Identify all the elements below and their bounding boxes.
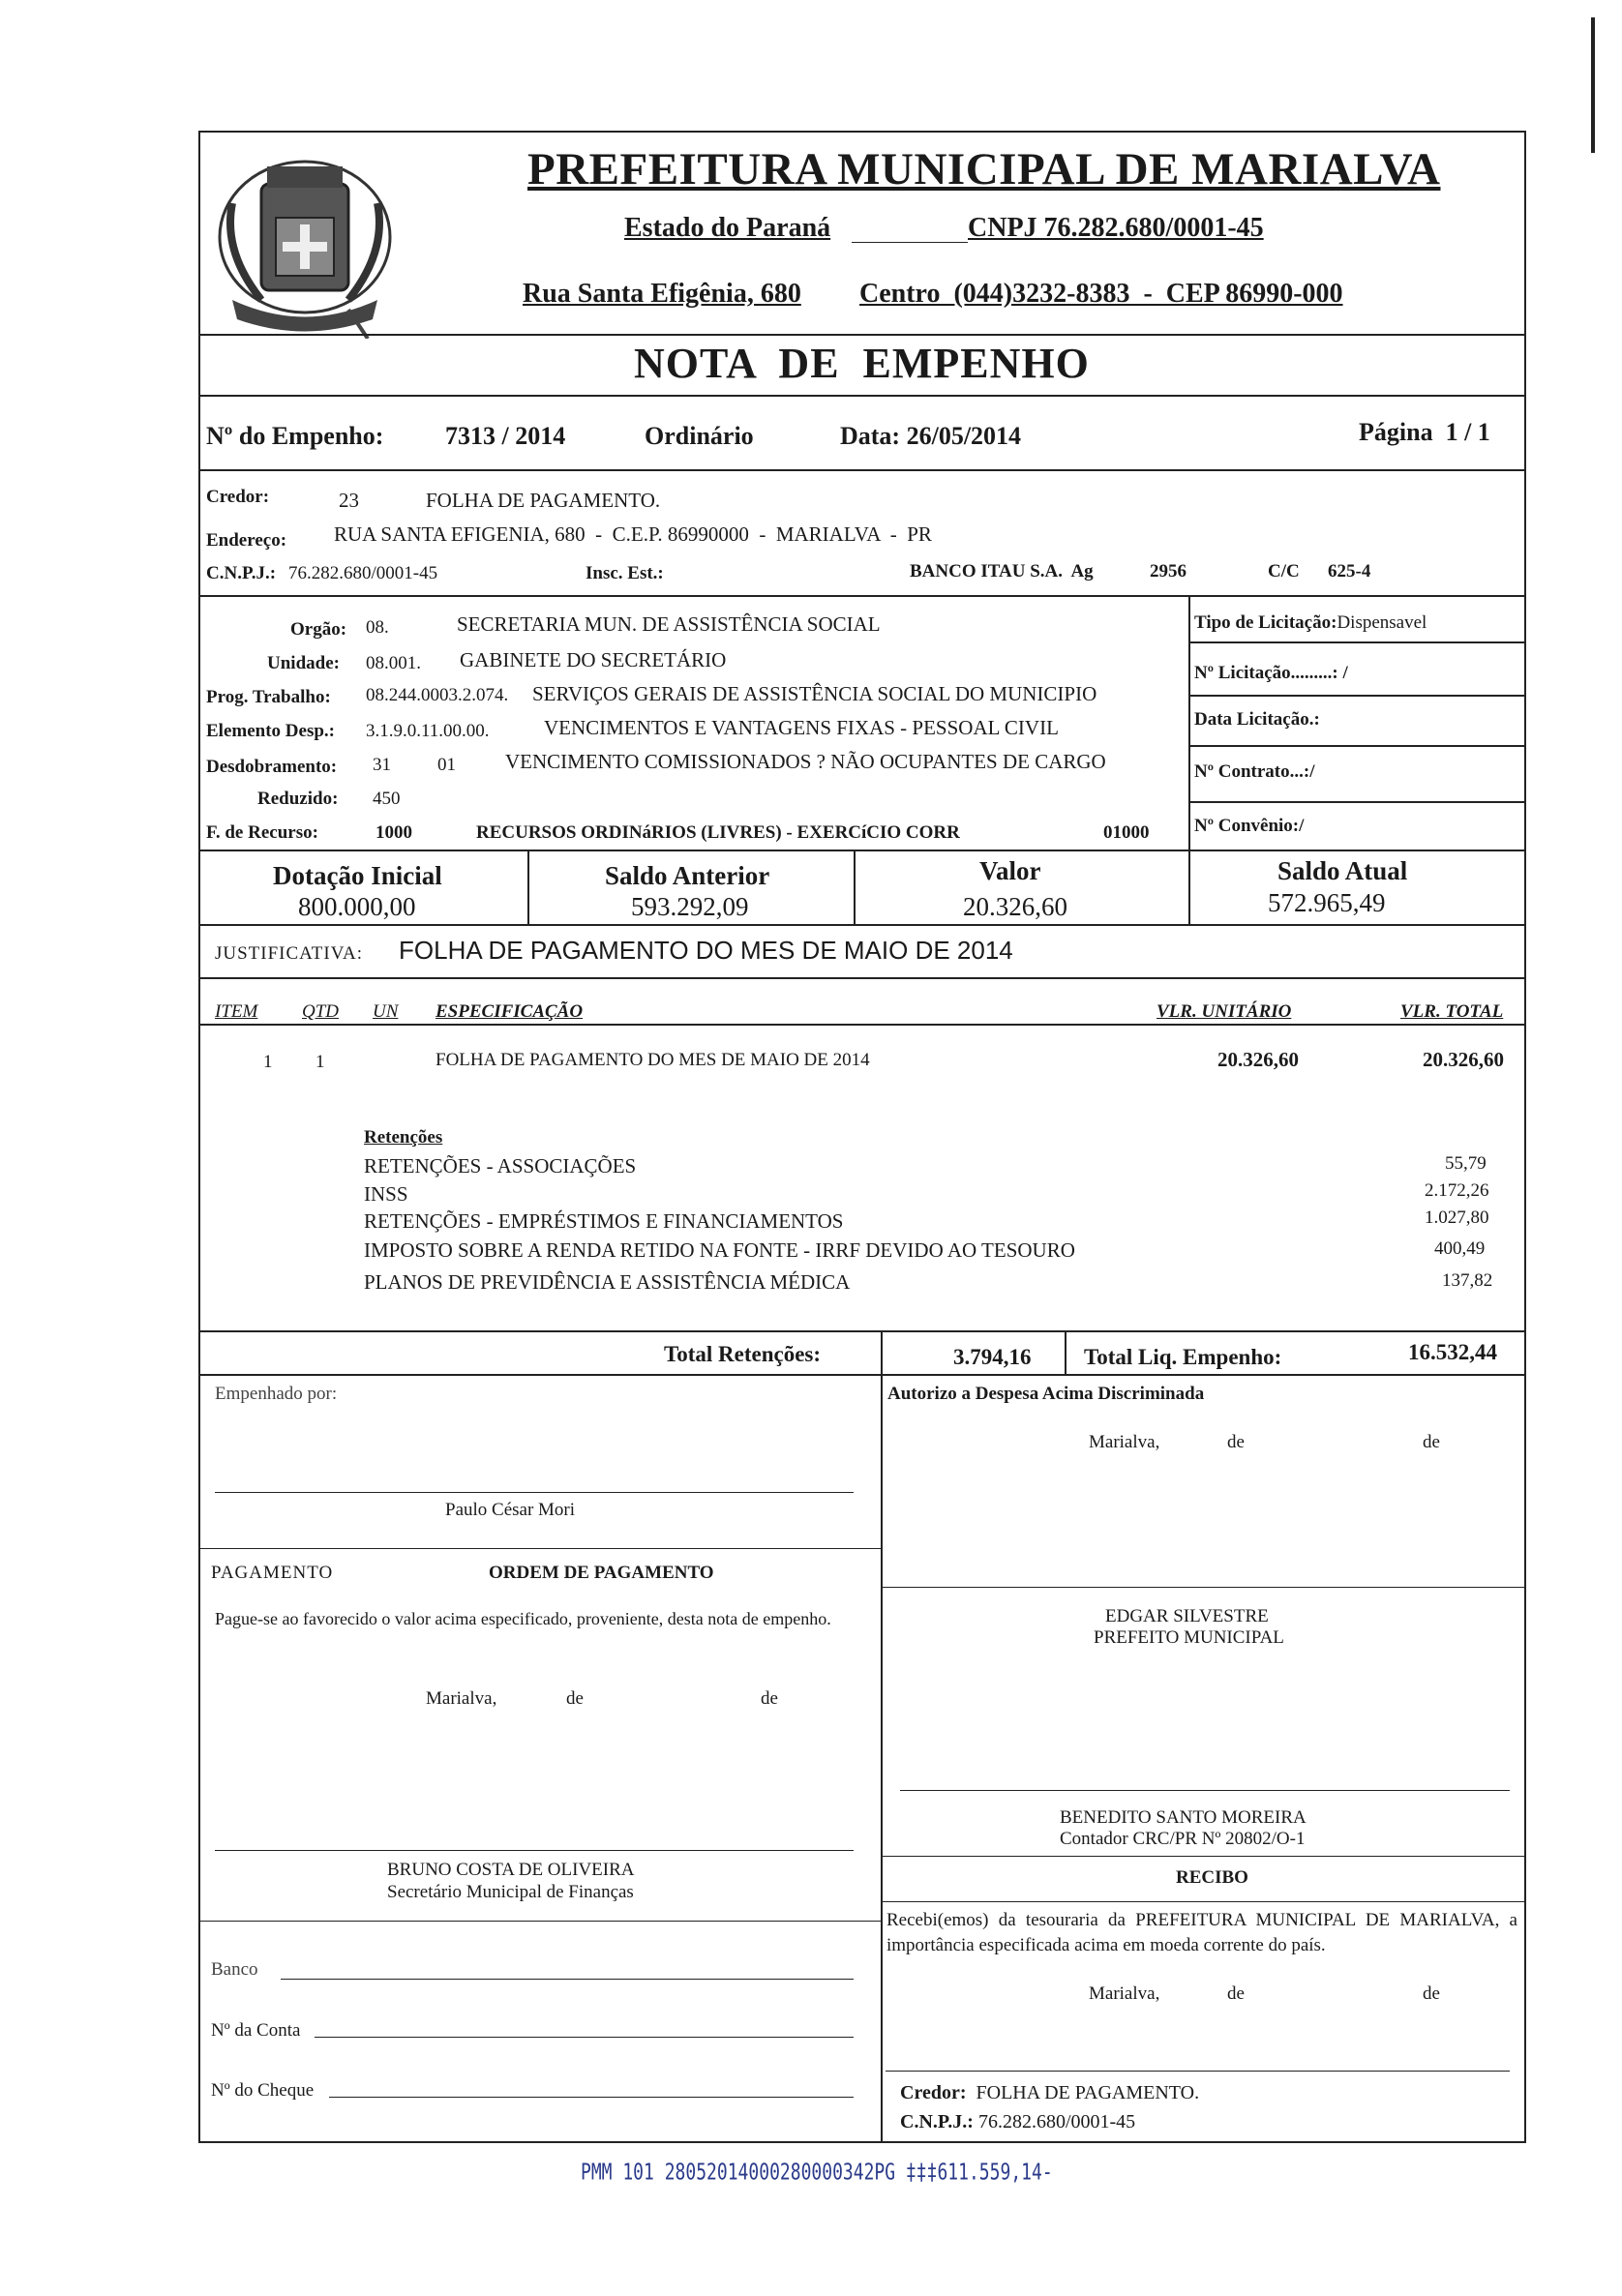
elemento-label: Elemento Desp.: xyxy=(206,721,335,741)
autorizo-de: de xyxy=(1227,1432,1245,1452)
conta-field-line xyxy=(315,2037,854,2038)
credor-name: FOLHA DE PAGAMENTO. xyxy=(426,489,661,512)
item-qtd: 1 xyxy=(315,1052,325,1072)
pagamento-label: PAGAMENTO xyxy=(211,1563,334,1583)
col-especificacao: ESPECIFICAÇÃO xyxy=(436,1001,584,1022)
orgao-code: 08. xyxy=(366,617,389,638)
signature-line xyxy=(215,1492,854,1493)
empenho-date: Data: 26/05/2014 xyxy=(840,422,1022,450)
credor-code: 23 xyxy=(339,489,359,512)
convenio-number: Nº Convênio:/ xyxy=(1194,816,1305,836)
retencao-label: PLANOS DE PREVIDÊNCIA E ASSISTÊNCIA MÉDICA xyxy=(364,1270,851,1294)
cheque-field-line xyxy=(329,2097,854,2098)
unidade-code: 08.001. xyxy=(366,653,421,673)
reduzido-label: Reduzido: xyxy=(257,789,339,809)
signature-line xyxy=(215,1850,854,1851)
credor-address: RUA SANTA EFIGENIA, 680 - C.E.P. 86990000 - MARIALVA - PR xyxy=(334,522,932,546)
retencao-label: RETENÇÕES - ASSOCIAÇÕES xyxy=(364,1154,637,1178)
unidade-name: GABINETE DO SECRETÁRIO xyxy=(460,648,727,671)
recurso-sub: 01000 xyxy=(1103,822,1150,843)
item-total-value: 20.326,60 xyxy=(1423,1048,1504,1071)
col-vlr-total: VLR. TOTAL xyxy=(1400,1001,1504,1022)
contrato-number: Nº Contrato...:/ xyxy=(1194,761,1315,782)
recibo-credor-label: Credor: xyxy=(900,2082,967,2103)
secretario-title: Secretário Municipal de Finanças xyxy=(387,1882,634,1902)
retencao-value: 55,79 xyxy=(1445,1153,1487,1174)
col-un: UN xyxy=(373,1001,399,1022)
ordem-pagamento-title: ORDEM DE PAGAMENTO xyxy=(489,1563,714,1583)
autorizo-city: Marialva, xyxy=(1089,1432,1160,1452)
document-title: NOTA DE EMPENHO xyxy=(634,340,1090,387)
conta-label: Nº da Conta xyxy=(211,2020,301,2041)
empenhado-por-label: Empenhado por: xyxy=(215,1384,338,1404)
valor-label: Valor xyxy=(979,856,1041,885)
secretario-name: BRUNO COSTA DE OLIVEIRA xyxy=(387,1860,635,1880)
retencao-label: IMPOSTO SOBRE A RENDA RETIDO NA FONTE - IRRF DEVIDO AO TESOURO xyxy=(364,1238,1075,1262)
totals-divider xyxy=(1065,1330,1066,1374)
pague-se-text: Pague-se ao favorecido o valor acima especificado, proveniente, desta nota de empenho. xyxy=(215,1609,831,1628)
autorizo-de: de xyxy=(1423,1432,1440,1452)
col-vlr-unitario: VLR. UNITÁRIO xyxy=(1156,1001,1292,1022)
retencao-value: 137,82 xyxy=(1442,1270,1493,1291)
saldo-divider xyxy=(1188,850,1190,925)
licitacao-data: Data Licitação.: xyxy=(1194,709,1320,730)
recibo-cnpj-label: C.N.P.J.: xyxy=(900,2111,974,2132)
divider xyxy=(198,334,1526,336)
divider xyxy=(198,1374,1526,1376)
recibo-cnpj xyxy=(900,2111,1135,2133)
elemento-name: VENCIMENTOS E VANTAGENS FIXAS - PESSOAL CIVIL xyxy=(544,716,1059,739)
desdobramento-sub: 01 xyxy=(437,755,456,775)
cc-number: 625-4 xyxy=(1328,561,1371,581)
item-description: FOLHA DE PAGAMENTO DO MES DE MAIO DE 2014 xyxy=(436,1050,870,1070)
recurso-label: F. de Recurso: xyxy=(206,822,318,843)
divider xyxy=(1188,695,1526,697)
licitacao-tipo-value: Dispensavel xyxy=(1337,612,1427,633)
contador-title: Contador CRC/PR Nº 20802/O-1 xyxy=(1060,1829,1306,1849)
cc-label: C/C xyxy=(1268,561,1300,581)
reduzido-value: 450 xyxy=(373,789,401,809)
licitacao-tipo xyxy=(1194,612,1427,634)
pagamento-de: de xyxy=(566,1688,584,1709)
credor-cnpj: 76.282.680/0001-45 xyxy=(288,563,438,583)
divider xyxy=(198,595,1526,597)
dotacao-inicial-value: 800.000,00 xyxy=(298,892,416,921)
divider xyxy=(1188,745,1526,747)
total-liquido-label: Total Liq. Empenho: xyxy=(1084,1345,1282,1369)
retencao-value: 2.172,26 xyxy=(1425,1180,1489,1201)
header-district-phone: Centro (044)3232-8383 - CEP 86990-000 xyxy=(859,279,1343,309)
coat-of-arms-logo xyxy=(203,145,406,339)
divider xyxy=(198,850,1526,851)
item-unit-value: 20.326,60 xyxy=(1217,1048,1299,1071)
saldo-atual-value: 572.965,49 xyxy=(1268,888,1386,917)
justificativa-text: FOLHA DE PAGAMENTO DO MES DE MAIO DE 2014 xyxy=(399,936,1013,965)
orgao-label: Orgão: xyxy=(290,619,347,640)
bank-name: BANCO ITAU S.A. Ag xyxy=(910,561,1094,581)
dotacao-inicial-label: Dotação Inicial xyxy=(273,861,442,890)
divider xyxy=(198,924,1526,926)
header-title: PREFEITURA MUNICIPAL DE MARIALVA xyxy=(527,144,1441,194)
page-number: Página 1 / 1 xyxy=(1359,418,1490,446)
insc-est-label: Insc. Est.: xyxy=(586,563,664,583)
prog-label: Prog. Trabalho: xyxy=(206,687,331,707)
pagamento-de: de xyxy=(761,1688,778,1709)
total-liquido-value: 16.532,44 xyxy=(1408,1340,1497,1364)
saldo-atual-label: Saldo Atual xyxy=(1277,856,1408,885)
totals-divider xyxy=(881,1330,883,1374)
col-item: ITEM xyxy=(215,1001,258,1022)
divider xyxy=(1188,641,1526,643)
licitacao-tipo-label: Tipo de Licitação: xyxy=(1194,612,1337,633)
licitacao-numero: Nº Licitação.........: / xyxy=(1194,663,1348,683)
bank-agency: 2956 xyxy=(1150,561,1186,581)
divider xyxy=(1188,801,1526,803)
divider xyxy=(198,469,1526,471)
scan-edge xyxy=(1591,17,1595,153)
empenho-label: Nº do Empenho: xyxy=(206,422,384,450)
recibo-city: Marialva, xyxy=(1089,1983,1160,2004)
desdobramento-label: Desdobramento: xyxy=(206,757,338,777)
divider xyxy=(881,1587,1526,1588)
empenho-type: Ordinário xyxy=(645,422,754,450)
items-header-line xyxy=(198,1024,1526,1026)
barcode-text: PMM 101 28052014000280000342PG ‡‡‡611.559,14- xyxy=(581,2159,1053,2187)
prefeito-title: PREFEITO MUNICIPAL xyxy=(1094,1627,1284,1648)
total-retencoes-label: Total Retenções: xyxy=(664,1342,822,1366)
recibo-de: de xyxy=(1423,1983,1440,2004)
empenho-number: 7313 / 2014 xyxy=(445,422,566,450)
retencao-label: INSS xyxy=(364,1182,408,1206)
desdobramento-name: VENCIMENTO COMISSIONADOS ? NÃO OCUPANTES DE CARGO xyxy=(505,750,1106,773)
saldo-divider xyxy=(854,850,856,925)
state-underline xyxy=(852,242,968,243)
pagamento-city: Marialva, xyxy=(426,1688,497,1709)
recibo-credor xyxy=(900,2082,1199,2104)
divider xyxy=(198,1330,1526,1332)
autorizo-despesa: Autorizo a Despesa Acima Discriminada xyxy=(887,1384,1205,1404)
saldo-anterior-value: 593.292,09 xyxy=(631,892,749,921)
header-cnpj: CNPJ 76.282.680/0001-45 xyxy=(968,213,1264,243)
banco-label: Banco xyxy=(211,1959,258,1980)
divider xyxy=(881,1856,1526,1857)
divider xyxy=(198,977,1526,979)
item-number: 1 xyxy=(263,1052,273,1072)
header-address: Rua Santa Efigênia, 680 xyxy=(523,279,801,309)
recurso-name: RECURSOS ORDINáRIOS (LIVRES) - EXERCíCIO CORR xyxy=(476,822,960,843)
recibo-de: de xyxy=(1227,1983,1245,2004)
header-state: Estado do Paraná xyxy=(624,213,831,243)
retencao-label: RETENÇÕES - EMPRÉSTIMOS E FINANCIAMENTOS xyxy=(364,1209,844,1233)
desdobramento-code: 31 xyxy=(373,755,391,775)
orgao-name: SECRETARIA MUN. DE ASSISTÊNCIA SOCIAL xyxy=(457,612,881,636)
valor-value: 20.326,60 xyxy=(963,892,1067,921)
unidade-label: Unidade: xyxy=(267,653,340,673)
divider xyxy=(198,1921,881,1922)
elemento-code: 3.1.9.0.11.00.00. xyxy=(366,721,490,741)
saldo-anterior-label: Saldo Anterior xyxy=(605,861,770,890)
recibo-text: Recebi(emos) da tesouraria da PREFEITURA MUNICIPAL DE MARIALVA, a importância especificada acima em moeda corrente do país. xyxy=(886,1910,1517,1955)
recurso-code: 1000 xyxy=(375,822,412,843)
col-qtd: QTD xyxy=(302,1001,340,1022)
footer-center-divider xyxy=(881,1374,883,2143)
empenhado-por-name: Paulo César Mori xyxy=(445,1500,576,1520)
divider xyxy=(198,395,1526,397)
prefeito-name: EDGAR SILVESTRE xyxy=(1105,1606,1269,1626)
divider xyxy=(881,1901,1526,1902)
signature-line xyxy=(886,2071,1510,2072)
recibo-title: RECIBO xyxy=(1176,1867,1248,1888)
banco-field-line xyxy=(281,1979,854,1980)
credor-label: Credor: xyxy=(206,487,270,507)
cheque-label: Nº do Cheque xyxy=(211,2080,315,2101)
prog-name: SERVIÇOS GERAIS DE ASSISTÊNCIA SOCIAL DO MUNICIPIO xyxy=(532,682,1097,705)
recibo-cnpj-value: 76.282.680/0001-45 xyxy=(977,2111,1136,2132)
prog-code: 08.244.0003.2.074. xyxy=(366,685,509,705)
retencao-value: 400,49 xyxy=(1434,1238,1486,1259)
signature-line xyxy=(900,1790,1510,1791)
contador-name: BENEDITO SANTO MOREIRA xyxy=(1060,1807,1307,1828)
retencao-value: 1.027,80 xyxy=(1425,1208,1489,1228)
licitacao-divider xyxy=(1188,595,1190,851)
saldo-divider xyxy=(527,850,529,925)
total-retencoes-value: 3.794,16 xyxy=(953,1345,1032,1369)
retencoes-title: Retenções xyxy=(364,1127,443,1148)
divider xyxy=(198,1548,881,1549)
justificativa-label: JUSTIFICATIVA: xyxy=(215,943,364,964)
recibo-credor-value: FOLHA DE PAGAMENTO. xyxy=(976,2082,1200,2103)
cnpj-label: C.N.P.J.: xyxy=(206,563,277,583)
address-label: Endereço: xyxy=(206,530,287,551)
